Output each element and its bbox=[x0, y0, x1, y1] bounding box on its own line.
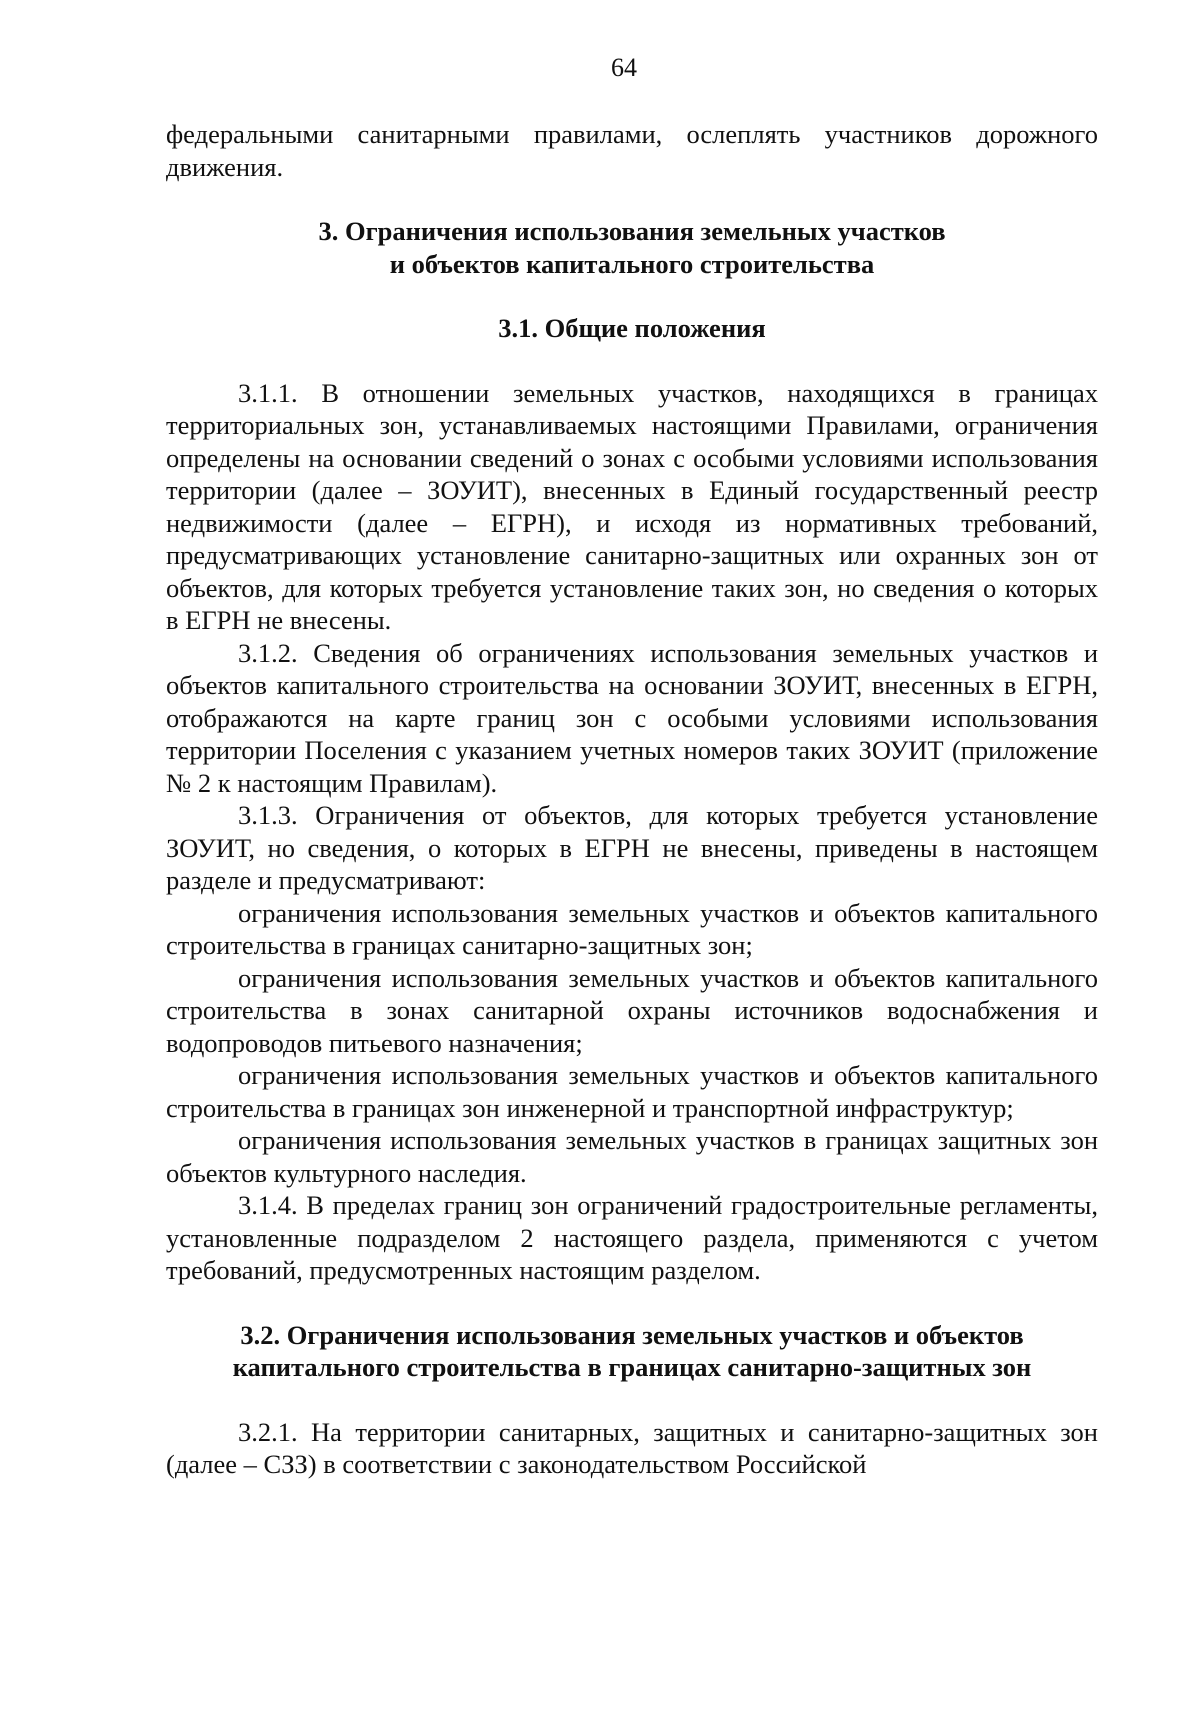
section-3-2-title-line-2: капитального строительства в границах санитарно-защитных зон bbox=[232, 1352, 1032, 1382]
section-3-title-line-2: и объектов капитального строительства bbox=[389, 248, 875, 279]
section-3-2-title bbox=[166, 1319, 1098, 1384]
spacer bbox=[166, 1384, 1098, 1416]
paragraph-3-1-2: 3.1.2. Сведения об ограничениях использования земельных участков и объектов капитального строительства на основании ЗОУИТ, внесенных в ЕГРН, отображаются на карте границ зон с особыми условиями использования территории Поселения с указанием учетных номеров таких ЗОУИТ (приложение № 2 к настоящим Правилам). bbox=[166, 637, 1098, 798]
spacer bbox=[166, 280, 1098, 312]
list-item-sanitary-zones: ограничения использования земельных участков и объектов капитального строительства в границах санитарно-защитных зон; bbox=[166, 897, 1098, 960]
paragraph-3-2-1: 3.2.1. На территории санитарных, защитных и санитарно-защитных зон (далее – СЗЗ) в соответствии с законодательством Российской bbox=[166, 1416, 1098, 1479]
section-3-title bbox=[166, 215, 1098, 280]
spacer bbox=[166, 345, 1098, 377]
section-3-title-line-1: 3. Ограничения использования земельных участков bbox=[318, 216, 946, 246]
paragraph-3-1-4: 3.1.4. В пределах границ зон ограничений градостроительные регламенты, установленные подразделом 2 настоящего раздела, применяются с учетом требований, предусмотренных настоящим разделом. bbox=[166, 1190, 1098, 1285]
text-column bbox=[166, 118, 1098, 1481]
section-3-2-title-line-1: 3.2. Ограничения использования земельных участков и объектов bbox=[240, 1319, 1024, 1350]
spacer bbox=[166, 1287, 1098, 1319]
list-item-heritage-zones: ограничения использования земельных участков в границах защитных зон объектов культурного наследия. bbox=[166, 1125, 1098, 1188]
page-number: 64 bbox=[611, 53, 637, 82]
intro-paragraph: федеральными санитарными правилами, ослеплять участников дорожного движения. bbox=[166, 119, 1098, 182]
list-item-water-protection: ограничения использования земельных участков и объектов капитального строительства в зонах санитарной охраны источников водоснабжения и водопроводов питьевого назначения; bbox=[166, 962, 1098, 1058]
section-3-1-title: 3.1. Общие положения bbox=[498, 313, 766, 343]
paragraph-3-1-1: 3.1.1. В отношении земельных участков, находящихся в границах территориальных зон, устанавливаемых настоящими Правилами, ограничения определены на основании сведений о зонах с особыми условиями использования территории (далее – ЗОУИТ), внесенных в Единый государственный реестр недвижимости (далее – ЕГРН), и исходя из нормативных требований, предусматривающих установление санитарно-защитных или охранных зон от объектов, для которых требуется установление таких зон, но сведения о которых в ЕГРН не внесены. bbox=[166, 377, 1098, 635]
list-item-infrastructure-zones: ограничения использования земельных участков и объектов капитального строительства в границах зон инженерной и транспортной инфраструктур; bbox=[166, 1060, 1098, 1123]
paragraph-3-1-3: 3.1.3. Ограничения от объектов, для которых требуется установление ЗОУИТ, но сведения, о которых в ЕГРН не внесены, приведены в настоящем разделе и предусматривают: bbox=[166, 800, 1098, 895]
spacer bbox=[166, 183, 1098, 215]
